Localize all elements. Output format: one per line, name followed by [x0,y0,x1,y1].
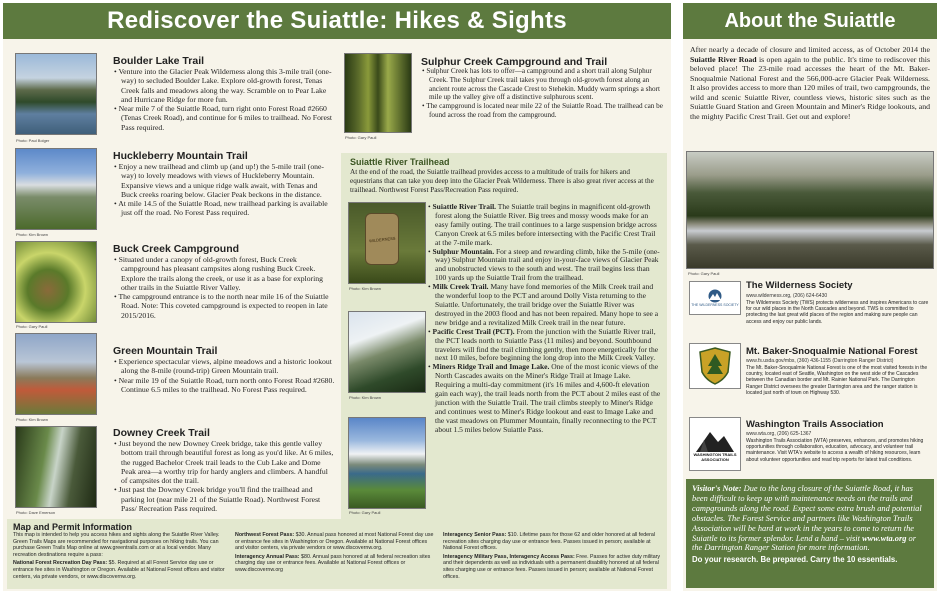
photo-credit: Photo: Gary Paull [345,135,377,140]
page-title: Rediscover the Suiattle: Hikes & Sights [3,3,671,39]
downey-creek-photo [15,426,97,508]
trail-list: • Suiattle River Trail. The Suiattle trail begins in magnificent old-growth forest along the Suiattle River. Big trees and mossy woods make for an easy family outing. The trail continues to a large suspension bridge across Canyon Creek at 6.5 miles before intersecting with the Pacific Crest Trail at the 7-mile mark. • Sulphur Mountain. For a steep and rewarding climb, hike the 5-mile (one-way) Sulphur Mountain trail and enjoy in-your-face views of Glacier Peak and unobstructed views to the south and west. The trail begins less than 100 yards up the Suiattle Trail from the trailhead. • Milk Creek Trail. Many have fond memories of the Milk Creek trail and the wonderful loop to the PCT and around Dolly Vista returning to the Suiattle. Unfortunately, the trail bridge over the Suiattle River was destroyed in the 2003 flood and has not been repaired. Many hope to see a new bridge and a revitalized Milk Creek trail in the near future. • Pacific Crest Trail (PCT). From the junction with the Suiattle River trail, the PCT leads north to Suiattle Pass (11 miles) and beyond. Southbound travelers will find the trail climbing gently, then more energetically for the next 10 miles, before beginning the long drop into the Milk Creek Valley. • Miners Ridge Trail and Image Lake. One of the most iconic views of the North Cascades awaits on the Miner's Ridge Trail at Image Lake. Requiring a multi-day commitment (it's 16 miles and 4,600-ft elevation gain each way), the trail leads north from the PCT about 2 miles east of the junction with the Suiattle Trail. The trail climbs steeply to Miner's Ridge and continues west to Miner's Ridge lookout and east to Image Lake and the vast meadows on Plummer Mountain, finally reconnecting to the PCT about 1.5 miles below Suiattle Pass. [350,203,662,514]
sulphur-creek-photo [344,53,412,133]
org-description: The Wilderness Society (TWS) protects wilderness and inspires Americans to care for our wild places in the North Cascades and beyond. TWS is committed to protecting the last great wild places of the region and making sure people can access and enjoy our public lands. [746,300,929,325]
map-permit-section [7,519,667,589]
suiattle-river-photo [686,151,934,269]
org-contact: www.wta.org, (206) 625-1367 [746,431,812,437]
wta-logo: WASHINGTON TRAILS ASSOCIATION [689,417,741,471]
photo-credit: Photo: Kim Brown [16,232,49,237]
visitors-note [686,479,934,588]
map-intro: This map is intended to help you access hikes and sights along the Suiattle River Valley. Green Trails Maps are recommended for navigational purposes on hiking trails. You can purchase Green Trails Map online at www.greentrails.com or at a local vendor. Many recreation destinations require a pass: National Forest Recreation Day Pass: $5. Required at all Forest Service day use or entrance fee sites in Washington or Oregon. Available at National Forest offices and visitor centers, via private vendors, or www.discovernw.org. [13,532,225,580]
org-name: The Wilderness Society [746,280,853,291]
map-title: Map and Permit Information [13,522,133,532]
hike-title: Sulphur Creek Campground and Trail [421,56,608,68]
buck-creek-photo [15,241,97,323]
hikes-panel [3,3,671,591]
org-description: Washington Trails Association (WTA) preserves, enhances, and promotes hiking opportunities through collaboration, education, advocacy, and volunteer trail maintenance. Visit WTA's website to access a wealth of hiking resources, learn about volunteer opportunities and read trip reports for latest trail conditions. [746,438,924,463]
wilderness-society-logo: THE WILDERNESS SOCIETY [689,281,741,315]
mountain-icon [708,289,722,303]
photo-credit: Photo: Gary Paull [688,271,720,276]
hike-description: • Venture into the Glacier Peak Wilderness along this 3-mile trail (one-way) to secluded Boulder Lake. Explore old-growth forest, Tenas Creek falls and meadows along the way. Scramble on to Pear Lake and Hurricane Ridge for more fun. • Near mile 7 of the Suiattle Road, turn right onto Forest Road #2660 (Tenas Creek Road), and continue for 6 miles to trailhead. No Forest Pass required. [113,67,335,132]
boulder-lake-photo [15,53,97,135]
trailhead-title: Suiattle River Trailhead [350,157,450,167]
huckleberry-photo [15,148,97,230]
pass-info: Northwest Forest Pass: $30. Annual pass honored at most National Forest day use or entrance fee sites in Washington or Oregon. Available at National Forest offices and visitor centers, via private vendors or www.discovernw.org. Interagency Annual Pass: $80. Annual pass honored at all federal recreation sites charging day use or entrance fees. Available at National Forest offices or www.discovernw.org [235,532,434,573]
sign-text: WILDERNESS [368,235,396,243]
photo-credit: Photo: Gary Paull [349,510,381,515]
forest-service-logo [689,343,741,389]
hike-description: • Sulphur Creek has lots to offer—a campground and a short trail along Sulphur Creek. The Sulphur Creek trail takes you through old-growth forest along an ancient route across the Cascade Crest to Stehekin. Muddy warm springs a short mile up the valley give off a distinctive sulphurous scent. • The campground is located near mile 22 of the Suiattle Road. The trailhead can be found across the road from the campground. [421,67,665,120]
about-panel [683,3,937,591]
trees-mountain-icon [696,426,734,452]
hike-description: • Experience spectacular views, alpine meadows and a historic lookout along the 8-mile (round-trip) Green Mountain trail. • Near mile 19 of the Suiattle Road, turn north onto Forest Road #2680. Continue 6.5 miles to the trailhead. No Forest Pass required. [113,357,335,394]
about-title: About the Suiattle [683,3,937,39]
trailhead-intro: At the end of the road, the Suiattle trailhead provides access to a multitude of trails for hikers and equestrians that can take you deep into the Glacier Peak Wilderness. There is also great river access at the trailhead. Northwest Forest Pass/Recreation Pass required. [350,168,654,194]
hike-description: • Just beyond the new Downey Creek bridge, take this gentle valley bottom trail through beautiful forest as long as you'd like. At 6 miles, the rugged Bachelor Creek trail leads to the Cub Lake and Dome Peak area—a worthy trip for hardy anglers and climbers. A handful of campsites dot the trail. • Just past the Downey Creek bridge you'll find the trailhead and parking lot (near mile 21 of the Suiattle Road). Northwest Forest Pass/ Recreation Pass required. [113,439,335,513]
photo-credit: Photo: Paul Bolger [16,138,50,143]
photo-credit: Photo: Kim Brown [349,286,382,291]
tagline: Do your research. Be prepared. Carry the 10 essentials. [692,555,898,565]
org-contact: www.fs.usda.gov/mbs, (360) 436-1155 (Darrington Ranger District) [746,358,894,364]
photo-credit: Photo: Gary Paull [16,324,48,329]
hike-title: Green Mountain Trail [113,345,218,357]
hike-description: • Situated under a canopy of old-growth forest, Buck Creek campground has pleasant campsites along rushing Buck Creek. Explore the trails along the creek, or use it as a base for exploring other trails in the Suiattle River Valley. • The campground entrance is to the north near mile 16 of the Suiattle Road. Note: This coveted campground is expected to reopen in late 2015/2016. [113,255,335,320]
hike-title: Boulder Lake Trail [113,55,205,67]
org-contact: www.wilderness.org, (206) 624-6430 [746,293,828,299]
photo-credit: Photo: Kim Brown [349,395,382,400]
photo-credit: Photo: Kim Brown [16,417,49,422]
hike-title: Downey Creek Trail [113,427,210,439]
forest-service-shield-icon [698,346,732,386]
trailhead-section [341,153,667,519]
org-description: The Mt. Baker-Snoqualmie National Forest is one of the most visited forests in the country, located east of Seattle, Washington on the west side of the Cascades between the Canadian border and Mt. Rainier National Park. The Darrington Ranger District oversees the greater Darrington area and the ranger station is located just north of town on Highway 530. [746,365,928,396]
hike-description: • Enjoy a new trailhead and climb up (and up!) the 5-mile trail (one-way) to lovely meadows with views of Huckleberry Mountain. Expansive views and a unique ridge walk await, with Tenas and Buck creeks roaring below. Glacier Peak beckons in the distance. • At mile 14.5 of the Suiattle Road, new trailhead parking is available just off the road. No Forest Pass required. [113,162,335,218]
about-text: After nearly a decade of closure and limited access, as of October 2014 the Suiattle River Road is open again to the public. It's time to rediscover this beloved place! The 23-mile road accesses the heart of the Mt. Baker-Snoqualmie National Forest and the 566,000-acre Glacier Peak Wilderness. It also provides access to more than 120 miles of trail, two campgrounds, the wild and scenic Suiattle River, countless views, historic sites such as the Suiattle Guard Station and Green Mountain and Miner's Ridge lookouts, and the mighty Pacific Crest Trail. Get out and explore! [690,45,930,121]
org-name: Washington Trails Association [746,419,884,430]
hike-title: Huckleberry Mountain Trail [113,150,248,162]
green-mountain-photo [15,333,97,415]
photo-credit: Photo: Dave Emerson [16,510,56,515]
hike-title: Buck Creek Campground [113,243,240,255]
org-name: Mt. Baker-Snoqualmie National Forest [746,346,918,357]
visitors-note-text: Visitor's Note: Due to the long closure of the Suiattle Road, it has been difficult to keep up with maintenance needs on the trails and campgrounds along the road. Expect some extra brush and potential obstacles. The Forest Service and partners like Washington Trails Association will be hard at work in the years to come to return the Suiattle to its former splendor. Lend a hand – visit www.wta.org or the Darrington Ranger Station for more information. [692,484,922,553]
pass-info: Interagency Senior Pass: $10. Lifetime pass for those 62 and older honored at all federal recreation sites charging day use or entrance fees. Passes issued in person; available at National Forest offices. Interagency Military Pass, Interagency Access Pass: Free. Passes for active duty military and their dependents as well as individuals with a permanent disability honored at all federal sites charging use or entrance fees. Passes issued in person; available at National Forest offices. [443,532,661,580]
